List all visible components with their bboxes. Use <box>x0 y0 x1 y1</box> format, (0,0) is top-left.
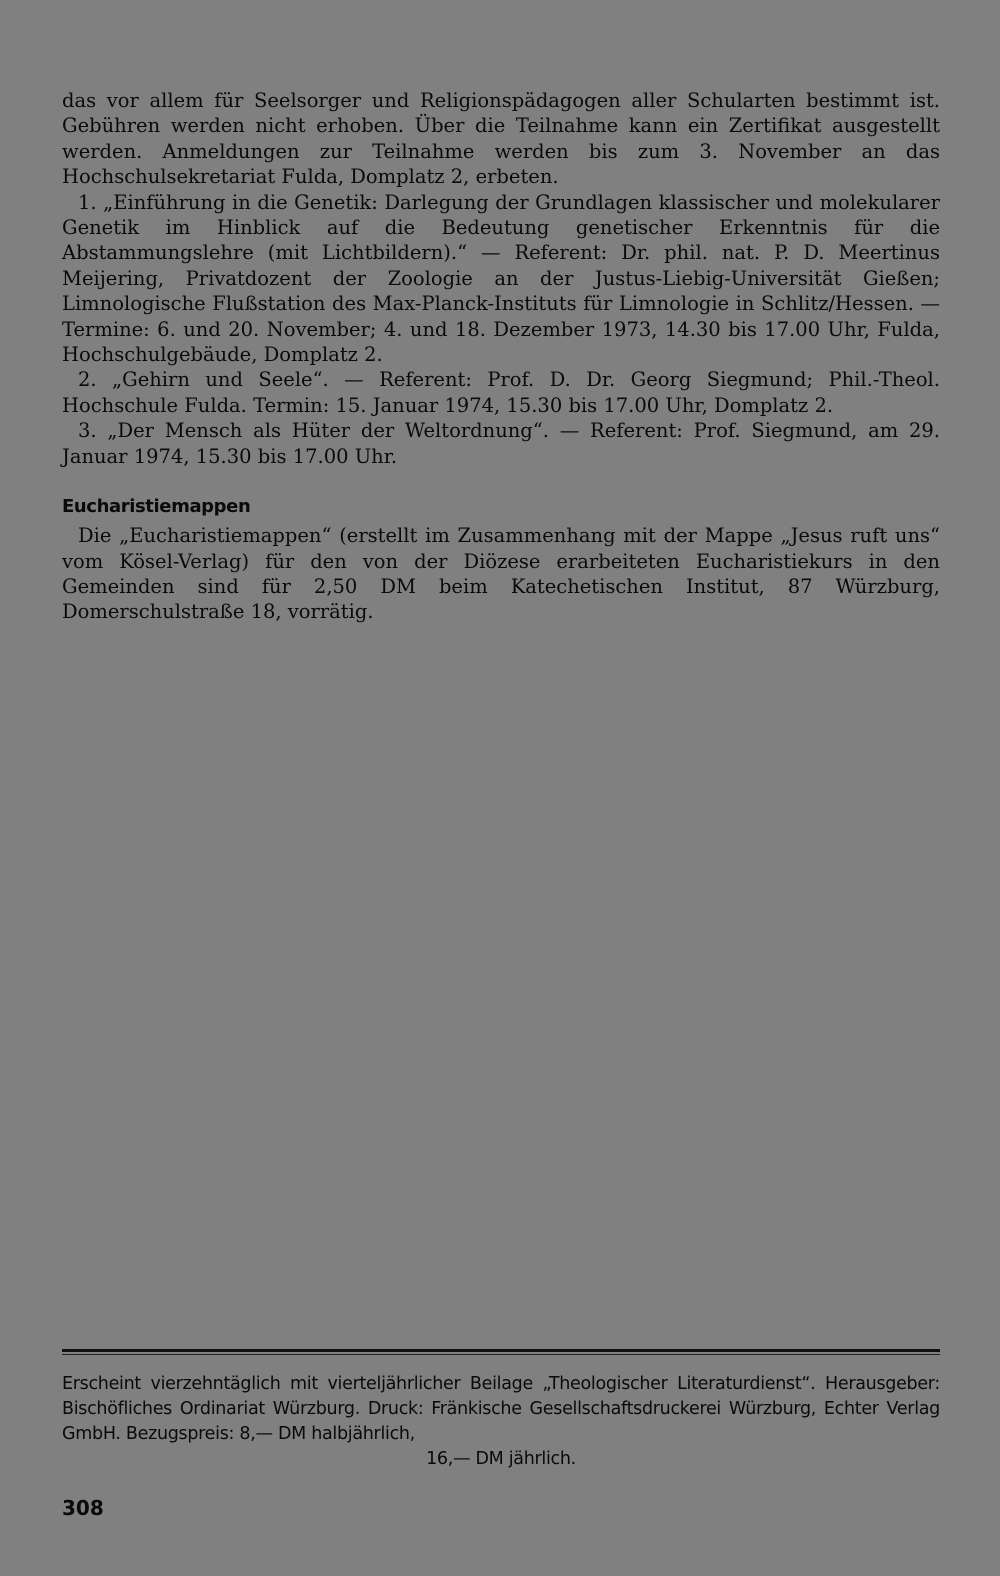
section-heading: Eucharistiemappen <box>62 496 251 518</box>
page-body <box>62 88 940 625</box>
footer-imprint <box>62 1372 940 1472</box>
footer-last-line: 16,— DM jährlich. <box>426 1449 576 1469</box>
paragraph-item-2: 2. „Gehirn und Seele“. — Referent: Prof. D. Dr. Georg Siegmund; Phil.-Theol. Hochschule Fulda. Termin: 15. Januar 1974, 15.30 bis 17.00 Uhr, Domplatz 2. <box>62 368 940 417</box>
footer-text: Erscheint vierzehntäglich mit vierteljährlicher Beilage „Theologischer Literaturdienst“. Herausgeber: Bischöfliches Ordinariat Würzburg. Druck: Fränkische Gesellschaftsdruckerei Würzburg, Echter Verlag GmbH. Bezugspreis: 8,— DM halbjährlich, <box>62 1374 940 1444</box>
paragraph-eucharistiemappen: Die „Eucharistiemappen“ (erstellt im Zusammenhang mit der Mappe „Jesus ruft uns“ vom Kösel-Verlag) für den von der Diözese erarbeiteten Eucharistiekurs in den Gemeinden sind für 2,50 DM beim Katechetischen Institut, 87 Würzburg, Domerschulstraße 18, vorrätig. <box>62 524 940 624</box>
paragraph-item-3: 3. „Der Mensch als Hüter der Weltordnung“. — Referent: Prof. Siegmund, am 29. Januar 1974, 15.30 bis 17.00 Uhr. <box>62 419 940 468</box>
page-number: 308 <box>62 1496 104 1520</box>
footer-rule <box>62 1349 940 1352</box>
paragraph-item-1: 1. „Einführung in die Genetik: Darlegung der Grundlagen klassischer und molekularer Genetik im Hinblick auf die Bedeutung genetischer Erkenntnis für die Abstammungslehre (mit Lichtbildern).“ — Referent: Dr. phil. nat. P. D. Meertinus Meijering, Privatdozent der Zoologie an der Justus-Liebig-Universität Gießen; Limnologische Flußstation des Max-Planck-Instituts für Limnologie in Schlitz/Hessen. — Termine: 6. und 20. November; 4. und 18. Dezember 1973, 14.30 bis 17.00 Uhr, Fulda, Hochschulgebäude, Domplatz 2. <box>62 190 940 367</box>
footer-rule-thin <box>62 1354 940 1355</box>
paragraph-intro: das vor allem für Seelsorger und Religionspädagogen aller Schularten bestimmt ist. Gebühren werden nicht erhoben. Über die Teilnahme kann ein Zertifikat ausgestellt werden. Anmeldungen zur Teilnahme werden bis zum 3. November an das Hochschulsekretariat Fulda, Domplatz 2, erbeten. <box>62 89 940 189</box>
